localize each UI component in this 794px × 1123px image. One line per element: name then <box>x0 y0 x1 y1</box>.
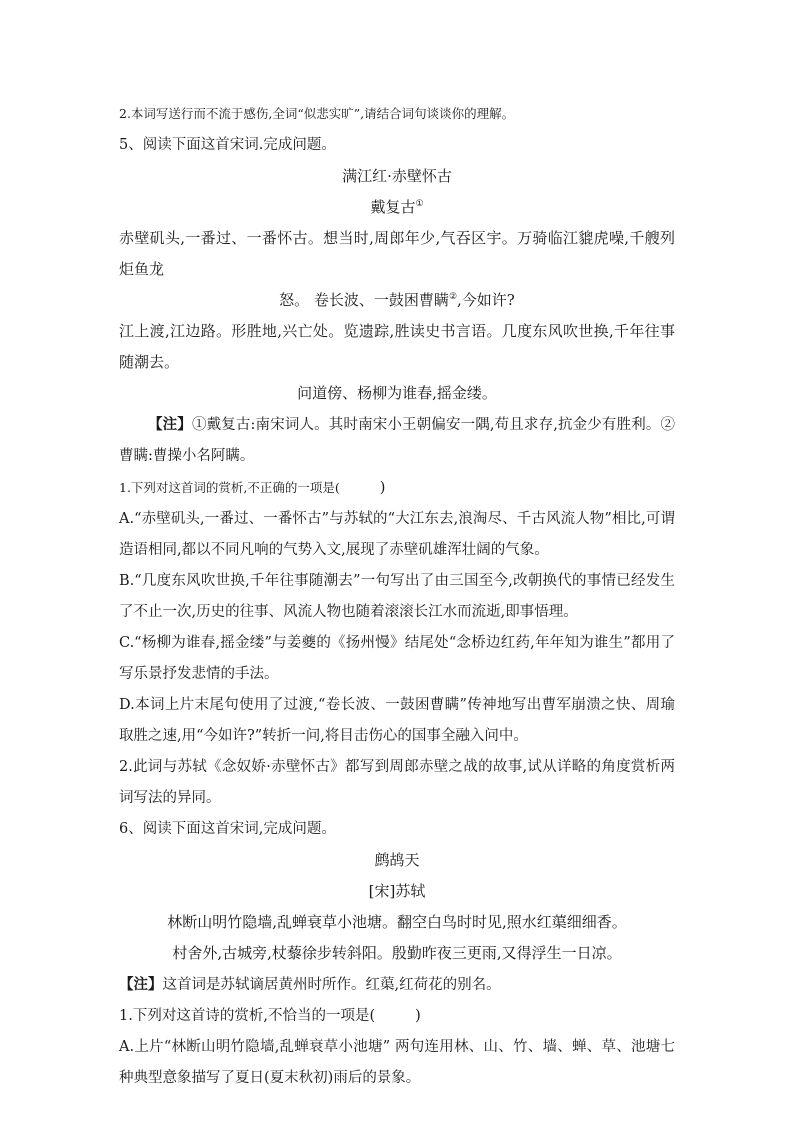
note-label: 【注】 <box>119 976 163 993</box>
poem1-line-4: 问道傍、杨柳为谁春,摇金缕。 <box>297 384 497 402</box>
footnote-marker: ① <box>415 199 424 209</box>
poem2-author: [宋]苏轼 <box>368 882 426 900</box>
option-b: B.“几度东风吹世换,千年往事随潮去”一句写出了由三国至今,改朝换代的事情已经发生了不止一次,历史的往事、风流人物也随着滚滚长江水而流逝,即事悟理。 <box>119 573 675 620</box>
poem2-line-1: 林断山明竹隐墙,乱蝉衰草小池塘。翻空白鸟时时见,照水红蕖细细香。 <box>167 913 627 931</box>
poem2-note: 【注】这首词是苏轼谪居黄州时所作。红蕖,红荷花的别名。 <box>119 976 501 993</box>
poem1-author: 戴复古① <box>370 198 424 216</box>
question-6-1: 1.下列对这首诗的赏析,不恰当的一项是( ) <box>119 1008 421 1024</box>
question-6-option-a: A.上片“林断山明竹隐墙,乱蝉衰草小池塘” 两句连用林、山、竹、墙、蝉、草、池塘七种典型意象描写了夏日(夏末秋初)雨后的景象。 <box>119 1039 675 1086</box>
question-6-intro: 6、阅读下面这首宋词,完成问题。 <box>119 821 336 837</box>
footnote-marker: ② <box>448 292 458 302</box>
option-a: A.“赤壁矶头,一番过、一番怀古”与苏轼的“大江东去,浪淘尽、千古风流人物”相比,可谓造语相同,都以不同凡响的气势入文,展现了赤壁矶雄浑壮阔的气象。 <box>119 511 675 558</box>
option-c: C.“杨柳为谁春,摇金缕”与姜夔的《扬州慢》结尾处“念桥边红药,年年知为谁生”都用了写乐景抒发悲情的手法。 <box>119 635 675 682</box>
poem1-line-1: 赤壁矶头,一番过、一番怀古。想当时,周郎年少,气吞区宇。万骑临江貔虎噪,千艘列炬鱼龙 <box>119 229 675 278</box>
document-body <box>119 98 675 1094</box>
option-d: D.本词上片末尾句使用了过渡,“卷长波、一鼓困曹瞒”传神地写出曹军崩溃之快、周瑜取胜之速,用“今如许?”转折一问,将目击伤心的国事全融入问中。 <box>119 697 675 744</box>
poem1-title: 满江红·赤壁怀古 <box>342 167 452 185</box>
poem2-title: 鹧鸪天 <box>374 851 420 869</box>
note-label: 【注】 <box>148 416 192 433</box>
poem1-line-2: 怒。 卷长波、一鼓困曹瞒②,今如许? <box>279 291 515 309</box>
question-5-2: 2.此词与苏轼《念奴娇·赤壁怀古》都写到周郎赤壁之战的故事,试从详略的角度赏析两词写法的异同。 <box>119 759 675 806</box>
question-4-2: 2.本词写送行而不流于感伤,全词“似悲实旷”,请结合词句谈谈你的理解。 <box>119 106 515 121</box>
question-5-1: 1.下列对这首词的赏析,不正确的一项是( ) <box>119 480 386 496</box>
poem2-line-2: 村舍外,古城旁,杖藜徐步转斜阳。殷勤昨夜三更雨,又得浮生一日凉。 <box>172 944 622 962</box>
question-5-intro: 5、阅读下面这首宋词.完成问题。 <box>119 137 336 153</box>
poem1-note: 【注】①戴复古:南宋词人。其时南宋小王朝偏安一隅,苟且求存,抗金少有胜利。②曹瞒:曹操小名阿瞒。 <box>119 416 675 464</box>
poem1-line-3: 江上渡,江边路。形胜地,兴亡处。览遗踪,胜读史书言语。几度东风吹世换,千年往事随潮去。 <box>119 322 675 371</box>
